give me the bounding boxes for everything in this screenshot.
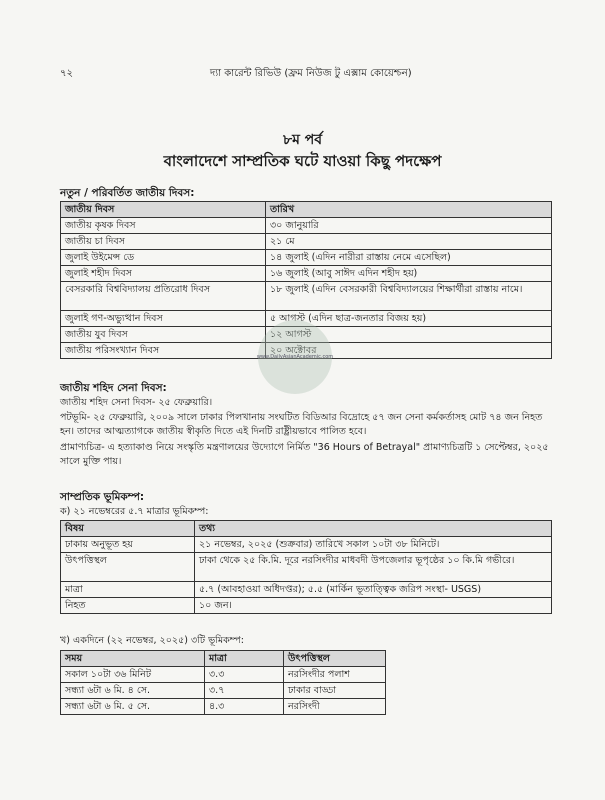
martyr-day-line: জাতীয় শহিদ সেনা দিবস- ২৫ ফেব্রুয়ারি। [60, 397, 213, 408]
chapter-title: বাংলাদেশে সাম্প্রতিক ঘটে যাওয়া কিছু পদক্ষেপ [163, 152, 442, 170]
table-cell: বেসরকারি বিশ্ববিদ্যালয় প্রতিরোধ দিবস [61, 282, 266, 311]
earthquake-table-b [60, 650, 386, 715]
running-title: দ্যা কারেন্ট রিভিউ (ফ্রম নিউজ টু এক্সাম কোয়েশ্চন) [210, 68, 412, 79]
table-header-cell: সময় [61, 651, 205, 667]
table-row [61, 234, 552, 250]
table-cell: ২১ মে [266, 234, 552, 250]
table-cell: সন্ধ্যা ৬টা ৬ মি. ৪ সে. [61, 683, 205, 699]
table-row [61, 537, 552, 553]
documentary-paragraph: প্রামাণ্যচিত্র- এ হত্যাকাণ্ড নিয়ে সংস্কৃতি মন্ত্রণালয়ের উদ্যোগে নির্মিত "36 Hours of Betrayal" প্রামাণ্যচিত্রটি ১ সেপ্টেম্বর, ২০২৫ সালে মুক্তি পায়। [60, 442, 549, 467]
table-cell: জুলাই শহীদ দিবস [61, 266, 266, 282]
table-row [61, 582, 552, 598]
table-cell: ৫ আগস্ট (এদিন ছাত্র-জনতার বিজয় হয়) [266, 311, 552, 327]
table-row [61, 598, 552, 614]
martyr-army-heading: জাতীয় শহিদ সেনা দিবস: [60, 382, 167, 394]
table-header-cell: বিষয় [61, 521, 195, 537]
table-cell: ৩০ জানুয়ারি [266, 218, 552, 234]
table-cell: ১০ জন। [195, 598, 552, 614]
watermark-text: www.DailyAsianAcademic.com [256, 354, 334, 360]
table-row [61, 553, 552, 582]
table-cell: ১৪ জুলাই (এদিন নারীরা রাস্তায় নেমে এসেছিল) [266, 250, 552, 266]
national-days-heading: নতুন / পরিবর্তিত জাতীয় দিবস: [60, 187, 195, 199]
table-cell: জাতীয় যুব দিবস [61, 327, 266, 343]
page-number: ৭২ [60, 68, 74, 79]
table-row [61, 282, 552, 311]
table-cell: ৫.৭ (আবহাওয়া অধিদপ্তর); ৫.৫ (মার্কিন ভূতাত্ত্বিক জরিপ সংস্থা- USGS) [195, 582, 552, 598]
table-header-cell: তারিখ [266, 202, 552, 218]
table-cell: ১৬ জুলাই (আবু সাঈদ এদিন শহীদ হয়) [266, 266, 552, 282]
table-cell: ঢাকায় অনুভূত হয় [61, 537, 195, 553]
table-row [61, 683, 386, 699]
table-cell: মাত্রা [61, 582, 195, 598]
table-cell: জাতীয় চা দিবস [61, 234, 266, 250]
table-header-cell: উৎপত্তিস্থল [284, 651, 386, 667]
table-cell: ১২ আগস্ট [266, 327, 552, 343]
table-header-cell: জাতীয় দিবস [61, 202, 266, 218]
table-row [61, 667, 386, 683]
table-cell: নরসিংদীর পলাশ [284, 667, 386, 683]
table-cell: উৎপত্তিস্থল [61, 553, 195, 582]
page-header [60, 66, 550, 82]
table-cell: জাতীয় পরিসংখ্যান দিবস [61, 343, 266, 359]
table-cell: জুলাই গণ-অভ্যুত্থান দিবস [61, 311, 266, 327]
earthquake-heading: সাম্প্রতিক ভূমিকম্প: [60, 491, 145, 503]
table-cell: সকাল ১০টা ৩৬ মিনিট [61, 667, 205, 683]
table-row [61, 250, 552, 266]
part-label: ৮ম পর্ব [282, 132, 323, 148]
table-cell: জুলাই উইমেন্স ডে [61, 250, 266, 266]
table-cell: সন্ধ্যা ৬টা ৬ মি. ৫ সে. [61, 699, 205, 715]
table-header-cell: তথ্য [195, 521, 552, 537]
table-cell: নরসিংদী [284, 699, 386, 715]
table-header-cell: মাত্রা [205, 651, 284, 667]
table-cell: ২০ অক্টোবর [266, 343, 552, 359]
table-row [61, 699, 386, 715]
earthquake-table-a [60, 520, 552, 614]
table-cell: ১৮ জুলাই (এদিন বেসরকারী বিশ্ববিদ্যালয়ের শিক্ষার্থীরা রাস্তায় নামে। [266, 282, 552, 311]
table-cell: নিহত [61, 598, 195, 614]
table-cell: ২১ নভেম্বর, ২০২৫ (শুক্রবার) তারিখে সকাল ১০টা ৩৮ মিনিটে। [195, 537, 552, 553]
table-row [61, 266, 552, 282]
table-cell: জাতীয় কৃষক দিবস [61, 218, 266, 234]
table-cell: ঢাকার বাড্ডা [284, 683, 386, 699]
earthquake-sub-b: খ) একদিনে (২২ নভেম্বর, ২০২৫) ৩টি ভূমিকম্প: [60, 635, 244, 646]
watermark-logo [258, 320, 332, 394]
background-paragraph: পটভূমি- ২৫ ফেব্রুয়ারি, ২০০৯ সালে ঢাকার পিলখানায় সংঘটিত বিডিআর বিদ্রোহে ৫৭ জন সেনা কর্মকর্তাসহ মোট ৭৪ জন নিহত হন। তাদের আত্মত্যাগকে জাতীয় স্বীকৃতি দিতে এই দিনটি রাষ্ট্রীয়ভাবে পালিত হবে। [60, 412, 543, 437]
table-row [61, 218, 552, 234]
table-cell: ৩.৭ [205, 683, 284, 699]
table-cell: ঢাকা থেকে ২৫ কি.মি. দূরে নরসিংদীর মাধবদী উপজেলার ভূপৃষ্ঠের ১০ কি.মি গভীরে। [195, 553, 552, 582]
earthquake-sub-a: ক) ২১ নভেম্বরের ৫.৭ মাত্রার ভূমিকম্প: [60, 506, 209, 517]
table-cell: ৩.৩ [205, 667, 284, 683]
table-cell: ৪.৩ [205, 699, 284, 715]
